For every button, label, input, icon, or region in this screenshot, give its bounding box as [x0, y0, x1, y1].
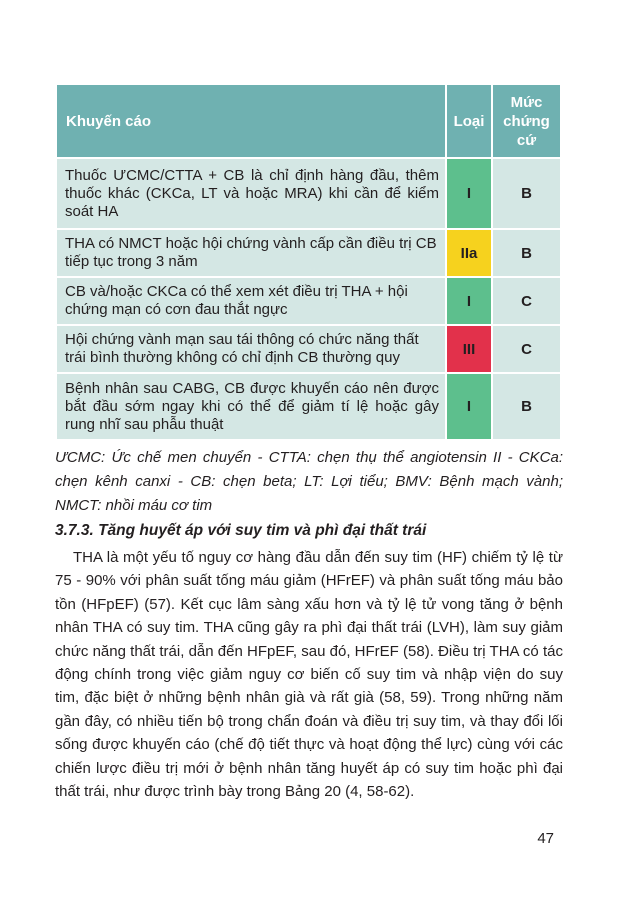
evidence-level: B	[492, 158, 561, 229]
class-badge: IIa	[446, 229, 492, 277]
body-paragraph: THA là một yếu tố nguy cơ hàng đầu dẫn đến suy tim (HF) chiếm tỷ lệ từ 75 - 90% với phân suất tống máu giảm (HFrEF) và phân suất tống máu bảo tồn (HFpEF) (57). Kết cục lâm sàng xấu hơn và tỷ lệ tử vong tăng ở bệnh nhân THA có suy tim. THA cũng gây ra phì đại thất trái (LVH), làm suy giảm chức năng thất trái, dẫn đến HFpEF, sau đó, HFrEF (58). Điều trị THA có tác động chính trong việc giảm nguy cơ biến cố suy tim và nhập viện do suy tim, đặc biệt ở những bệnh nhân già và rất già (58, 59). Trong những năm gần đây, có nhiều tiến bộ trong chẩn đoán và điều trị suy tim, và thay đổi lối sống được khuyến cáo (chế độ tiết thực và hoạt động thể lực) cùng với các chiến lược điều trị mới ở bệnh nhân tăng huyết áp có suy tim hoặc phì đại thất trái, như được trình bày trong Bảng 20 (4, 58-62).	[55, 549, 563, 801]
table-footnote: ƯCMC: Ức chế men chuyển - CTTA: chẹn thụ thể angiotensin II - CKCa: chẹn kênh canxi - CB: chẹn beta; LT: Lợi tiểu; BMV: Bệnh mạch vành; NMCT: nhồi máu cơ tim	[55, 449, 563, 514]
class-badge: I	[446, 277, 492, 325]
class-badge: I	[446, 373, 492, 440]
table-row	[56, 158, 561, 229]
evidence-level: C	[492, 325, 561, 373]
header-recommendation: Khuyến cáo	[56, 84, 446, 158]
class-badge: III	[446, 325, 492, 373]
section-heading: 3.7.3. Tăng huyết áp với suy tim và phì đại thất trái	[55, 522, 427, 539]
row-text: THA có NMCT hoặc hội chứng vành cấp cần điều trị CB tiếp tục trong 3 năm	[56, 229, 446, 277]
evidence-level: B	[492, 373, 561, 440]
row-text: Thuốc ƯCMC/CTTA + CB là chỉ định hàng đầu, thêm thuốc khác (CKCa, LT và hoặc MRA) khi cần để kiểm soát HA	[56, 158, 446, 229]
table-row	[56, 229, 561, 277]
row-text: Bệnh nhân sau CABG, CB được khuyến cáo nên được bắt đầu sớm ngay khi có thể để giảm tí lệ hoặc gây rung nhĩ sau phẫu thuật	[56, 373, 446, 440]
table-header-row	[56, 84, 561, 158]
row-text: CB và/hoặc CKCa có thể xem xét điều trị THA + hội chứng mạn có cơn đau thắt ngực	[56, 277, 446, 325]
row-text: Hội chứng vành mạn sau tái thông có chức năng thất trái bình thường không có chỉ định CB thường quy	[56, 325, 446, 373]
table-row	[56, 373, 561, 440]
header-class: Loại	[446, 84, 492, 158]
class-badge: I	[446, 158, 492, 229]
recommendation-table	[55, 83, 562, 441]
evidence-level: C	[492, 277, 561, 325]
page-number: 47	[537, 830, 554, 847]
header-level: Mức chứng cứ	[492, 84, 561, 158]
evidence-level: B	[492, 229, 561, 277]
table-row	[56, 325, 561, 373]
table-row	[56, 277, 561, 325]
